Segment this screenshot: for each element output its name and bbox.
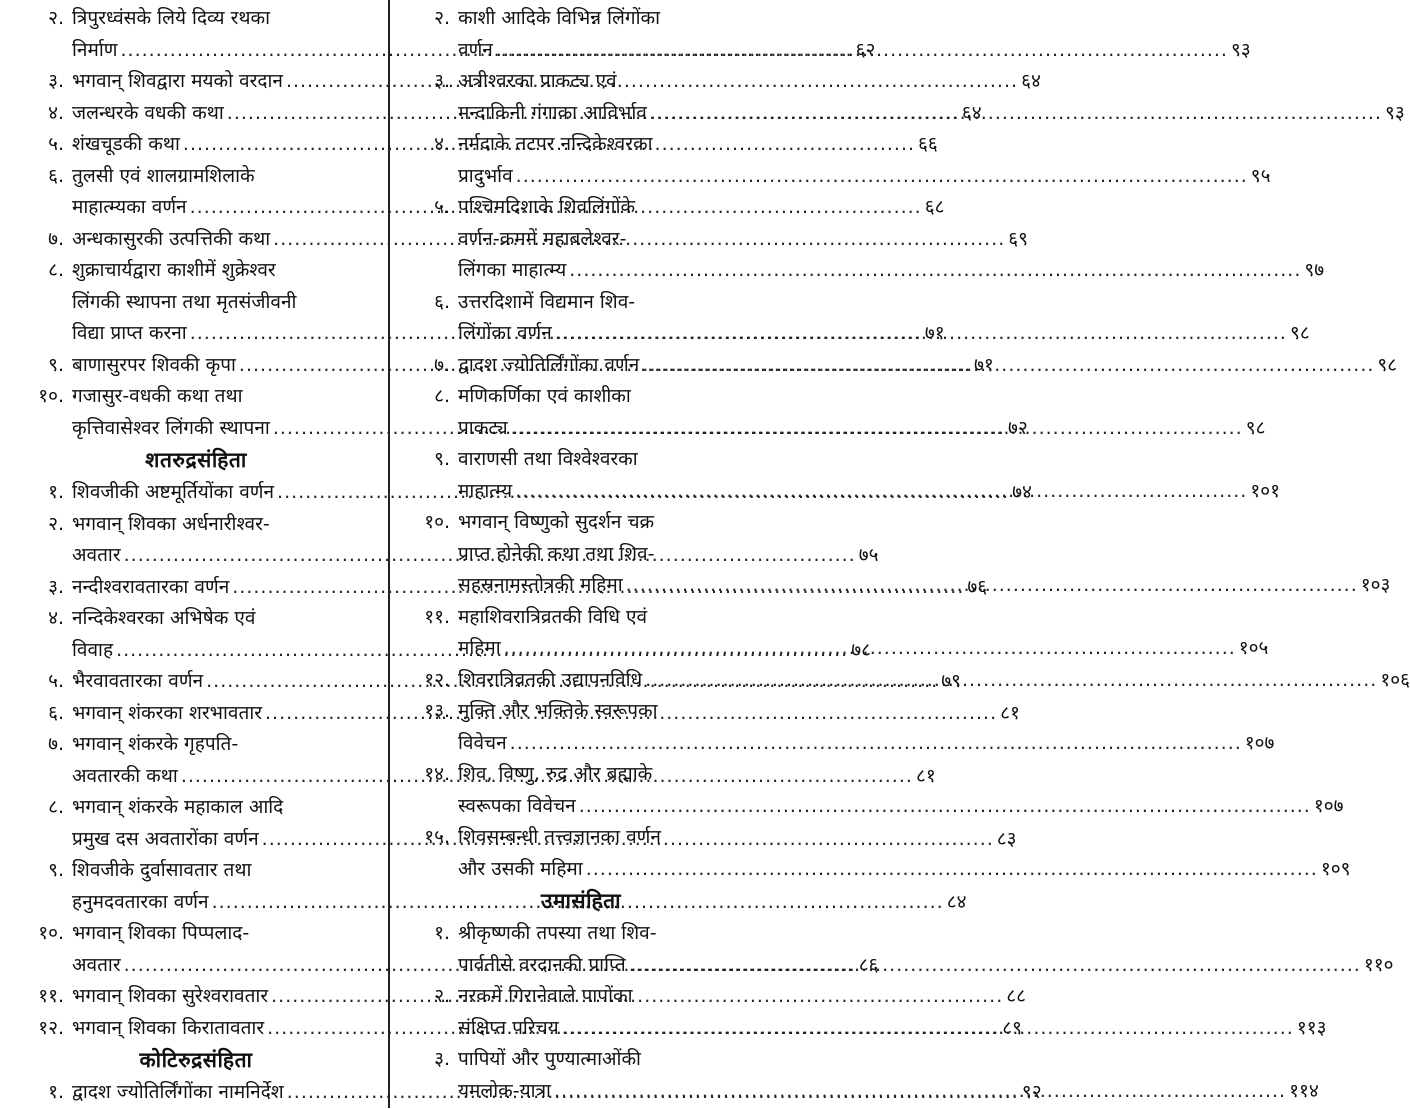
page-number: ७२ (1007, 416, 1028, 439)
page-number: १०९ (1320, 857, 1351, 880)
entry-number: ५. (48, 133, 64, 155)
entry-title: और उसकी महिमा (458, 857, 583, 880)
page-number: ६४ (961, 101, 982, 124)
entry-title: शिवरात्रिव्रतकी उद्यापनविधि (458, 668, 643, 691)
entry-number: ७. (48, 227, 64, 250)
entry-title: बाणासुरपर शिवकी कृपा (72, 353, 236, 376)
entry-number: २. (434, 985, 450, 1007)
entry-title: काशी आदिके विभिन्न लिंगोंका (458, 7, 661, 29)
toc-entry-line (402, 791, 1344, 823)
entry-number: ११. (424, 605, 450, 628)
entry-number: ३. (48, 70, 64, 92)
toc-entry-line (16, 381, 376, 413)
entry-title: गजासुर-वधकी कथा तथा (72, 385, 243, 407)
entry-number: ८. (48, 259, 64, 281)
entry-title: अवतार (72, 544, 121, 566)
entry-number: ३. (434, 70, 450, 92)
entry-number: ३. (434, 1048, 450, 1070)
entry-number: ५. (48, 670, 64, 692)
entry-number: ६. (48, 701, 64, 724)
entry-title: स्वरूपका विवेचन (458, 794, 576, 817)
entry-title: शिव, विष्णु, रुद्र और ब्रह्माके (458, 763, 653, 785)
toc-entry-line (16, 792, 376, 824)
entry-title: पार्वतीसे वरदानकी प्राप्ति (458, 953, 626, 976)
page-number: ८१ (915, 764, 936, 787)
page-number: ७५ (858, 544, 879, 566)
entry-title: विवाह (72, 638, 114, 661)
entry-number: १. (48, 481, 64, 503)
dot-leader (504, 633, 1236, 665)
entry-number: ३. (48, 575, 64, 598)
toc-entry-line (402, 602, 760, 634)
entry-title: शुक्राचार्यद्वारा काशीमें शुक्रेश्वर (72, 259, 276, 281)
dot-leader (496, 35, 1228, 67)
entry-title: तुलसी एवं शालग्रामशिलाके (72, 164, 255, 187)
toc-entry-line (16, 509, 376, 541)
entry-number: ८. (434, 385, 450, 407)
dot-leader (562, 1013, 1294, 1045)
entry-number: १०. (38, 385, 64, 407)
entry-number: ८. (48, 796, 64, 818)
entry-number: ७. (48, 733, 64, 755)
entry-number: ७. (434, 353, 450, 376)
page-number: ७१ (974, 353, 994, 376)
page-number: ७९ (941, 670, 961, 692)
page-number: ९३ (1385, 101, 1405, 124)
entry-number: २. (434, 7, 450, 29)
page-number: १०७ (1244, 731, 1275, 754)
page-number: ६९ (1008, 227, 1029, 250)
entry-title: लिंगका माहात्म्य (458, 259, 567, 281)
toc-entry-line (16, 603, 376, 635)
entry-number: १३. (424, 700, 450, 722)
entry-title: माहात्म्य (458, 479, 513, 502)
entry-number: १२. (424, 668, 450, 691)
entry-title: नरकमें गिरानेवाले पापोंका (458, 985, 633, 1007)
entry-title: अवतारकी कथा (72, 764, 178, 787)
page-number: ९८ (1289, 322, 1310, 344)
entry-number: ९. (48, 353, 64, 376)
entry-title: श्रीकृष्णकी तपस्या तथा शिव- (458, 922, 657, 944)
entry-title: भगवान् शंकरके महाकाल आदि (72, 796, 284, 818)
toc-entry-line (402, 161, 1271, 193)
entry-title: द्वादश ज्योतिर्लिंगोंका नामनिर्देश (72, 1081, 284, 1103)
toc-entry-line (402, 224, 760, 256)
section-heading: शतरुद्रसंहिता (145, 448, 247, 472)
entry-title: शंखचूडकी कथा (72, 133, 180, 155)
entry-title: कृत्तिवासेश्वर लिंगकी स्थापना (72, 416, 270, 439)
column-divider (388, 0, 390, 1108)
entry-number: ४. (48, 101, 64, 124)
entry-title: अत्रीश्वरका प्राकट्य एवं (458, 70, 617, 92)
entry-title: उत्तरदिशामें विद्यमान शिव- (458, 290, 636, 313)
entry-number: १०. (424, 511, 450, 533)
entry-title: लिंगकी स्थापना तथा मृतसंजीवनी (72, 290, 297, 313)
entry-number: ४. (48, 607, 64, 629)
page-number: ७४ (1012, 481, 1032, 503)
entry-title: नर्मदाके तटपर नन्दिकेश्वरका (458, 133, 653, 155)
dot-leader (650, 98, 1382, 130)
dot-leader (569, 255, 1301, 287)
entry-title: प्राकट्य (458, 416, 508, 439)
toc-entry-line (402, 129, 760, 161)
entry-title: हनुमदवतारका वर्णन (72, 890, 209, 913)
entry-number: ९. (48, 859, 64, 881)
page-number: ९८ (1245, 416, 1266, 439)
page-number: ७६ (967, 575, 988, 598)
entry-title: भैरवावतारका वर्णन (72, 670, 204, 692)
entry-title: अवतार (72, 953, 121, 976)
entry-title: मणिकर्णिका एवं काशीका (458, 385, 631, 407)
entry-title: सहस्रनामस्तोत्रकी महिमा (458, 574, 623, 596)
toc-entry-line (16, 3, 376, 35)
entry-title: वाराणसी तथा विश्वेश्वरका (458, 448, 638, 470)
entry-title: विवेचन (458, 731, 507, 754)
toc-entry-line (16, 855, 376, 887)
page-number: १०३ (1360, 574, 1391, 596)
page-number: ११४ (1289, 1079, 1319, 1102)
toc-entry-line (402, 822, 760, 854)
entry-title: पापियों और पुण्यात्माओंकी (458, 1048, 641, 1070)
dot-leader (629, 950, 1361, 982)
entry-title: भगवान् शंकरका शरभावतार (72, 701, 263, 724)
page-number: ६२ (855, 38, 876, 61)
page-number: १०६ (1380, 668, 1410, 691)
page-number: ९२ (1021, 1081, 1042, 1103)
entry-number: ५. (434, 196, 450, 218)
entry-title: महाशिवरात्रिव्रतकी विधि एवं (458, 605, 648, 628)
entry-title: नन्दिकेश्वरका अभिषेक एवं (72, 607, 256, 629)
entry-number: ११. (38, 985, 64, 1007)
entry-title: भगवान् शिवका सुरेश्वरावतार (72, 985, 269, 1007)
toc-entry-line (402, 255, 1325, 287)
page-number: ८४ (946, 890, 967, 913)
dot-leader (626, 570, 1358, 602)
dot-leader (579, 791, 1311, 823)
entry-title: भगवान् शिवका पिप्पलाद- (72, 922, 250, 944)
toc-entry-line (402, 759, 760, 791)
entry-title: अन्धकासुरकी उत्पत्तिकी कथा (72, 227, 271, 250)
entry-title: भगवान् शिवद्वारा मयको वरदान (72, 70, 283, 92)
toc-entry-line (402, 1044, 760, 1076)
dot-leader (645, 665, 1377, 697)
entry-title: शिवसम्बन्धी तत्त्वज्ञानका वर्णन (458, 826, 661, 848)
toc-entry-line (402, 192, 760, 224)
page-number: ९५ (1250, 164, 1271, 187)
entry-title: जलन्धरके वधकी कथा (72, 101, 224, 124)
entry-number: १०. (38, 922, 64, 944)
entry-number: २. (48, 7, 64, 29)
entry-title: माहात्म्यका वर्णन (72, 196, 187, 218)
dot-leader (510, 728, 1242, 760)
entry-title: भगवान् विष्णुको सुदर्शन चक्र (458, 511, 655, 533)
page-number: ९७ (1304, 259, 1325, 281)
page-number: ११३ (1296, 1016, 1327, 1039)
entry-number: ९. (434, 448, 450, 470)
entry-number: १५. (424, 826, 450, 848)
entry-number: ४. (434, 133, 450, 155)
toc-entry-line (16, 729, 376, 761)
toc-entry-line (16, 918, 376, 950)
dot-leader (554, 1076, 1286, 1108)
toc-entry-line (402, 381, 760, 413)
entry-title: पश्चिमदिशाके शिवलिंगोंके (458, 196, 636, 218)
entry-title: द्वादश ज्योतिर्लिंगोंका वर्णन (458, 353, 640, 376)
entry-title: नन्दीश्वरावतारका वर्णन (72, 575, 230, 598)
page-number: ८६ (858, 953, 879, 976)
toc-entry-line (16, 255, 376, 287)
entry-title: प्राप्त होनेकी कथा तथा शिव- (458, 542, 655, 565)
entry-title: वर्णन-क्रममें महाबलेश्वर- (458, 227, 627, 250)
toc-entry-line (402, 3, 760, 35)
entry-title: संक्षिप्त परिचय (458, 1016, 559, 1039)
entry-title: निर्माण (72, 38, 118, 61)
entry-title: भगवान् शिवका किरातावतार (72, 1016, 265, 1039)
dot-leader (586, 854, 1318, 886)
page-number: ८३ (996, 827, 1017, 850)
toc-entry-line (402, 918, 760, 950)
page-number: १०१ (1250, 479, 1280, 502)
page-number: ९३ (1230, 38, 1251, 61)
entry-title: महिमा (458, 637, 501, 659)
entry-title: मुक्ति और भक्तिके स्वरूपका (458, 700, 658, 722)
section-heading: कोटिरुद्रसंहिता (139, 1048, 253, 1072)
toc-entry-line (402, 287, 760, 319)
toc-entry-line (16, 287, 376, 319)
entry-title: भगवान् शंकरके गृहपति- (72, 733, 239, 755)
page-number: ८९ (1002, 1016, 1023, 1039)
toc-entry-line (16, 161, 376, 193)
entry-number: २. (48, 512, 64, 535)
page-number: ६६ (918, 133, 938, 155)
entry-number: ६. (434, 290, 450, 313)
dot-leader (511, 413, 1243, 445)
page-number: ९८ (1377, 353, 1398, 376)
entry-title: प्रमुख दस अवतारोंका वर्णन (72, 827, 259, 850)
entry-title: विद्या प्राप्त करना (72, 322, 187, 344)
toc-entry-line (402, 981, 760, 1013)
dot-leader (642, 350, 1374, 382)
dot-leader (516, 161, 1248, 193)
page-number: ७८ (851, 638, 871, 661)
page-number: ६४ (1021, 70, 1041, 92)
entry-number: १४. (424, 763, 450, 785)
toc-entry-line (402, 66, 760, 98)
entry-title: मन्दाकिनी गंगाका आविर्भाव (458, 101, 647, 124)
dot-leader (555, 318, 1287, 350)
page-number: ८८ (1006, 985, 1027, 1007)
page-number: ८१ (1000, 701, 1020, 724)
page-number: १०७ (1313, 794, 1344, 817)
entry-number: ६. (48, 164, 64, 187)
page-number: १०५ (1238, 637, 1269, 659)
dot-leader (515, 476, 1247, 508)
entry-title: प्रादुर्भाव (458, 164, 513, 187)
toc-entry-line (402, 507, 760, 539)
entry-title: त्रिपुरध्वंसके लिये दिव्य रथका (72, 7, 271, 29)
entry-title: शिवजीकी अष्टमूर्तियोंका वर्णन (72, 481, 275, 503)
page-number: ७१ (924, 322, 945, 344)
entry-number: १. (48, 1081, 64, 1103)
entry-title: वर्णन (458, 38, 493, 61)
page-number: ११० (1363, 953, 1394, 976)
toc-entry-line (402, 539, 760, 571)
page-number: ६८ (924, 196, 945, 218)
entry-number: १२. (38, 1016, 64, 1039)
toc-entry-line (402, 728, 1275, 760)
entry-title: यमलोक-यात्रा (458, 1079, 551, 1102)
toc-entry-line (402, 696, 760, 728)
entry-title: भगवान् शिवका अर्धनारीश्वर- (72, 512, 270, 535)
entry-title: लिंगोंका वर्णन (458, 322, 552, 344)
toc-entry-line (402, 444, 760, 476)
entry-title: शिवजीके दुर्वासावतार तथा (72, 859, 252, 881)
section-heading: उमासंहिता (540, 889, 622, 913)
entry-number: १. (434, 922, 450, 944)
toc-entry-line (402, 854, 1351, 886)
